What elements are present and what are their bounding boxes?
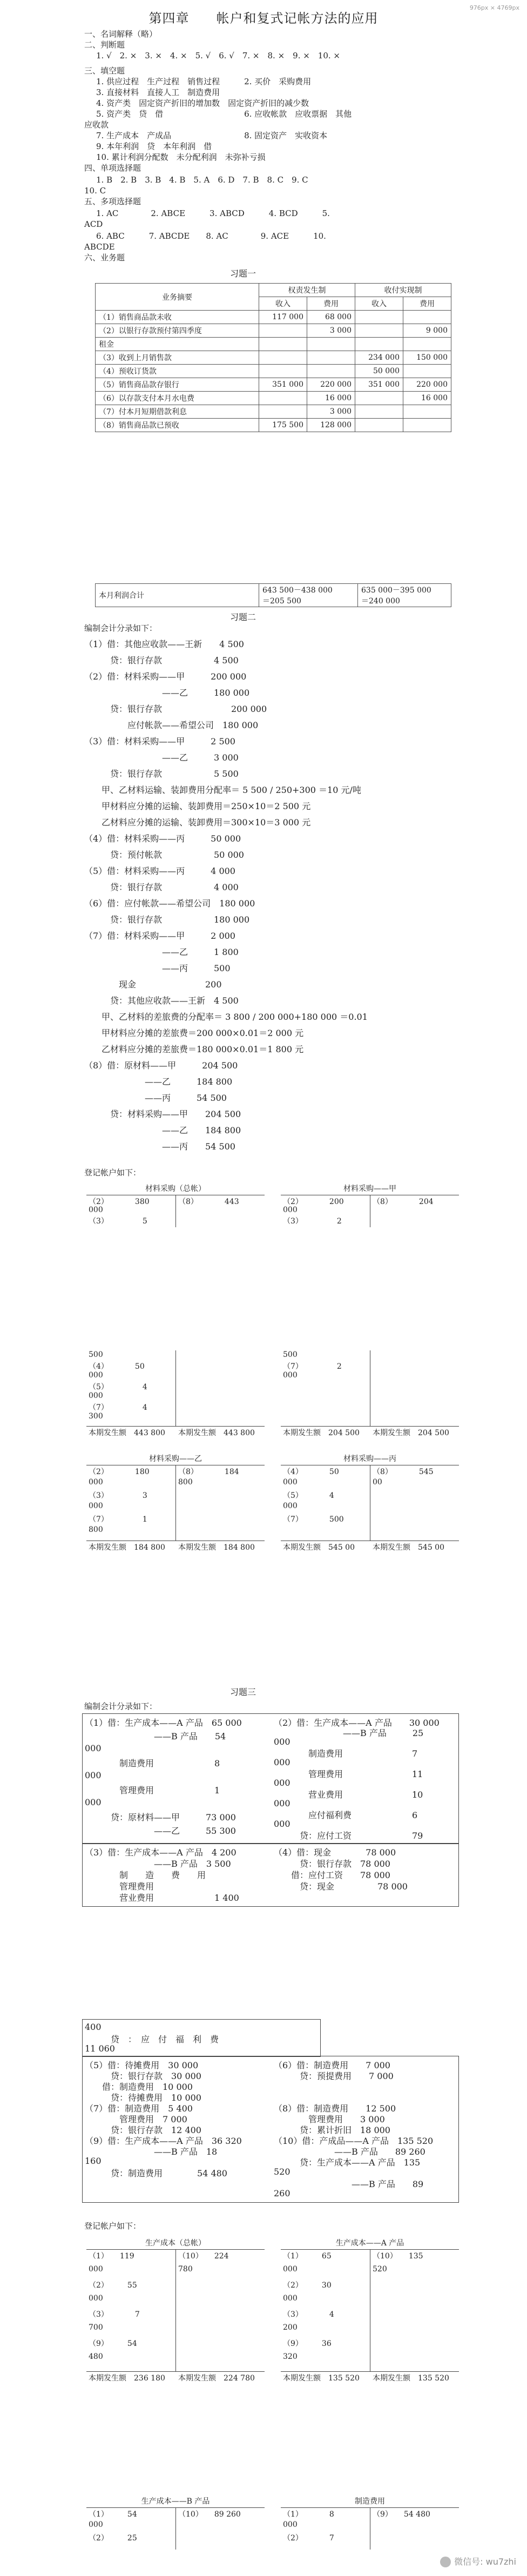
cell: 351 000: [355, 378, 403, 392]
line-text: （3） 2: [283, 1217, 342, 1226]
period-total-credit: 本期发生额 545 00: [373, 1543, 444, 1552]
cell: [307, 365, 355, 378]
line-text: 000: [89, 1391, 103, 1400]
table-row: [96, 419, 451, 432]
line-text: 000: [274, 1737, 290, 1747]
line-text: 300: [89, 1412, 103, 1421]
line-text: （1）借：其他应收款——王新 4 500: [84, 639, 244, 649]
line-text: 甲、乙材料的差旅费的分配率＝ 3 800 / 200 000+180 000 ＝0.01: [84, 1012, 368, 1022]
fill-answer: 7. 生产成本 产成品 8. 固定资产 实收资本: [96, 131, 328, 140]
line-text: 000: [274, 1757, 290, 1767]
cell: 9 000: [403, 324, 451, 338]
line-text: 制造费用 7: [274, 1748, 418, 1759]
line-text: （3） 5: [89, 1217, 147, 1226]
line-text: 贷：银行存款 4 000: [84, 882, 239, 892]
line-text: 贷：银行存款 5 500: [84, 769, 239, 779]
cell: 50 000: [355, 365, 403, 378]
period-total-debit: 本期发生额 443 800: [89, 1429, 165, 1437]
line-text: 贷：预提费用 7 000: [274, 2071, 394, 2081]
line-text: （6）借：应付帐款——希望公司 180 000: [84, 898, 255, 909]
line-text: 甲材料应分摊的运输、装卸费用＝250×10＝2 500 元: [84, 801, 311, 811]
table-row: [96, 338, 451, 351]
cell: 3 000: [307, 324, 355, 338]
cell: [355, 419, 403, 432]
cell: 16 000: [307, 392, 355, 405]
t-account-production-a: [281, 2237, 459, 2383]
line-text: 营业费用 10: [274, 1790, 423, 1800]
line-text: 贷：累计折旧 18 000: [274, 2125, 390, 2135]
cell: [259, 351, 307, 365]
line-text: （7） 1: [89, 1515, 147, 1524]
t-account-jia-continued: [281, 1350, 459, 1442]
line-text: （1） 54: [89, 2510, 137, 2519]
line-text: 贷：预付帐款 50 000: [84, 850, 244, 860]
t-account-bing: [281, 1453, 459, 1561]
fill-answer: 应收款: [84, 120, 109, 130]
line-text: （9） 54: [89, 2339, 137, 2348]
cell: （1）销售商品款未收: [96, 311, 259, 324]
line-text: （7） 500: [283, 1515, 344, 1524]
line-text: ——丙 54 500: [84, 1141, 235, 1152]
line-text: ——丙 500: [84, 963, 231, 973]
line-text: （3） 4: [283, 2310, 334, 2319]
line-text: （2） 380: [89, 1198, 150, 1206]
line-text: （7） 2: [283, 1362, 342, 1371]
line-text: 520: [274, 2167, 290, 2177]
line-text: （4）借：现金 78 000: [274, 1847, 396, 1858]
t-account-total-continued: [86, 1350, 265, 1442]
exercise-3-continued: [82, 2019, 321, 2057]
t-account-title: 材料采购（总帐）: [145, 1185, 206, 1193]
t-account-production-total: [86, 2237, 265, 2383]
line-text: （2） 7: [283, 2534, 334, 2543]
line-text: 520: [373, 2265, 387, 2274]
line-text: 000: [274, 1778, 290, 1788]
fill-answer: 3. 直接材料 直接人工 制造费用: [96, 88, 220, 97]
section-heading: 二、判断题: [84, 40, 125, 50]
fill-answer: 4. 资产类 固定资产折旧的增加数 固定资产折旧的减少数: [96, 98, 309, 108]
line-text: 制造费用 8: [85, 1758, 220, 1768]
line-text: 管理费用: [85, 1881, 154, 1892]
section-heading: 六、业务题: [84, 253, 125, 263]
ledger-intro-2: 登记帐户如下：: [84, 2221, 141, 2231]
line-text: （3）借：生产成本——A 产品 4 200: [85, 1847, 237, 1858]
table-row: [96, 405, 451, 419]
ledger-intro: 登记帐户如下：: [84, 1168, 141, 1178]
line-text: （2） 180: [89, 1468, 150, 1476]
header-expense: 费用: [403, 297, 451, 311]
period-total-credit: 本期发生额 135 520: [373, 2374, 449, 2383]
multi-answers: 1. AC 2. ABCE 3. ABCD 4. BCD 5.: [96, 208, 330, 218]
line-text: 应付福利费 6: [274, 1810, 418, 1820]
line-text: 应付帐款——希望公司 180 000: [84, 720, 259, 730]
line-text: 320: [283, 2352, 298, 2361]
t-account-title: 制造费用: [355, 2497, 385, 2506]
line-text: ——乙 184 800: [84, 1077, 233, 1087]
line-text: （6）借：制造费用 7 000: [274, 2060, 390, 2070]
period-total-debit: 本期发生额 545 00: [283, 1543, 355, 1552]
header-expense: 费用: [307, 297, 355, 311]
cell: 351 000: [259, 378, 307, 392]
fill-answer: 9. 本年利润 贷 本年利润 借: [96, 142, 212, 151]
line-text: 借：制造费用 10 000: [85, 2082, 193, 2092]
line-text: （7） 4: [89, 1403, 147, 1412]
total-accrual: 643 500－438 000 ＝205 500: [259, 584, 358, 607]
cell: （2）以银行存款预付第四季度: [96, 324, 259, 338]
cell: [307, 338, 355, 351]
line-text: 贷：其他应收款——王新 4 500: [84, 996, 239, 1006]
fill-answer: 1. 供应过程 生产过程 销售过程 2. 买价 采购费用: [96, 77, 312, 86]
t-account-title: 材料采购——乙: [149, 1455, 202, 1463]
fill-answer: 10. 累计利润分配数 未分配利润 未弥补亏损: [96, 152, 266, 162]
t-account-title: 生产成本——B 产品: [141, 2497, 210, 2506]
cell: [259, 365, 307, 378]
line-text: 000: [89, 1371, 103, 1380]
exercise-3-entries-1-2: [82, 1713, 459, 1844]
line-text: （9） 54 480: [373, 2510, 430, 2519]
line-text: 贷：制造费用 54 480: [85, 2168, 227, 2178]
line-text: 000: [283, 2265, 298, 2274]
watermark: [440, 2555, 516, 2568]
line-text: （8）借：原材料——甲 204 500: [84, 1060, 238, 1071]
t-account-overhead: [281, 2496, 459, 2550]
line-text: 贷：原材料——甲 73 000: [85, 1812, 236, 1822]
line-text: 借：应付工资 78 000: [274, 1870, 390, 1880]
line-text: 000: [89, 2294, 103, 2303]
line-text: 000: [85, 1743, 102, 1753]
line-text: （8）借：制造费用 12 500: [274, 2103, 396, 2114]
wechat-icon: [440, 2557, 451, 2567]
cell: （3）收到上月销售款: [96, 351, 259, 365]
line-text: 贷：银行存款 200 000: [84, 704, 267, 714]
cell: [259, 338, 307, 351]
cell: 117 000: [259, 311, 307, 324]
exercise-1-total-table: [95, 583, 451, 607]
exercise-3-intro: 编制会计分录如下：: [84, 1701, 158, 1711]
exercise-3-title: 习题三: [230, 1687, 256, 1697]
line-text: （1） 119: [89, 2252, 134, 2261]
line-text: （3） 7: [89, 2310, 140, 2319]
cell: 175 500: [259, 419, 307, 432]
period-total-credit: 本期发生额 443 800: [178, 1429, 255, 1437]
line-text: 贷 ： 应 付 福 利 费: [85, 2034, 219, 2044]
judge-answers: 1. √ 2. × 3. × 4. × 5. √ 6. √ 7. × 8. × 9. × 10. ×: [96, 51, 340, 60]
cell: [355, 392, 403, 405]
line-text: （8） 204: [373, 1198, 434, 1206]
section-heading: 三、填空题: [84, 66, 125, 76]
line-text: ——乙 1 800: [84, 947, 239, 957]
line-text: （8） 545: [373, 1468, 434, 1476]
line-text: 管理费用 7 000: [85, 2114, 187, 2124]
t-account-title: 生产成本——A 产品: [335, 2239, 404, 2248]
line-text: （3） 3: [89, 1491, 147, 1500]
line-text: 营业费用 1 400: [85, 1893, 239, 1903]
table-row: [96, 378, 451, 392]
cell: 128 000: [307, 419, 355, 432]
line-text: （2） 30: [283, 2281, 332, 2290]
fill-answer: 5. 资产类 贷 借 6. 应收帐款 应收票据 其他: [96, 109, 352, 119]
cell: 220 000: [403, 378, 451, 392]
cell: [355, 324, 403, 338]
line-text: （9）借：生产成本——A 产品 36 320: [85, 2136, 242, 2146]
table-row: [96, 365, 451, 378]
line-text: 500: [283, 1350, 298, 1359]
single-answers: 10. C: [84, 186, 106, 196]
line-text: （8） 184: [178, 1468, 239, 1476]
line-text: （4） 50: [89, 1362, 145, 1371]
line-text: 00: [373, 1478, 382, 1487]
multi-answers: ACD: [84, 219, 103, 229]
cell: [355, 405, 403, 419]
period-total-debit: 本期发生额 204 500: [283, 1429, 360, 1437]
exercise-2-title: 习题二: [230, 612, 256, 622]
line-text: 000: [283, 1478, 298, 1487]
section-heading: 一、名词解释（略）: [84, 29, 158, 39]
line-text: （2） 200: [283, 1198, 344, 1206]
cell: （4）预收订货款: [96, 365, 259, 378]
header-accrual: 权责发生制: [259, 284, 355, 297]
line-text: （2） 55: [89, 2281, 137, 2290]
exercise-3-entries-3-4: [82, 1843, 459, 1907]
t-account-jia: [281, 1183, 459, 1226]
line-text: ——乙 55 300: [85, 1826, 236, 1836]
cell: 16 000: [403, 392, 451, 405]
line-text: 000: [89, 2265, 103, 2274]
line-text: 贷：应付工资 79: [274, 1831, 423, 1841]
line-text: 贷：材料采购——甲 204 500: [84, 1109, 241, 1119]
line-text: 780: [178, 2265, 193, 2274]
line-text: 000: [283, 2520, 298, 2529]
line-text: （5）借：待摊费用 30 000: [85, 2060, 199, 2070]
line-text: （10）借：产成品——A 产品 135 520: [274, 2136, 434, 2146]
line-text: 000: [283, 1502, 298, 1510]
line-text: （1） 65: [283, 2252, 332, 2261]
line-text: 贷：生产成本——A 产品 135: [274, 2157, 421, 2168]
cell: [403, 365, 451, 378]
exercise-2-intro: 编制会计分录如下：: [84, 623, 158, 633]
line-text: ——乙 184 800: [84, 1125, 241, 1135]
cell: 3 000: [307, 405, 355, 419]
exercise-1-title: 习题一: [230, 268, 256, 279]
image-dimensions: 976px × 4769px: [469, 4, 519, 11]
cell: [259, 392, 307, 405]
multi-answers: ABCDE: [84, 242, 115, 252]
line-text: ——乙 3 000: [84, 752, 239, 763]
total-label: 本月利润合计: [96, 584, 259, 607]
cell: [355, 338, 403, 351]
cell: （6）以存款支付本月水电费: [96, 392, 259, 405]
line-text: ——B 产品 18: [85, 2147, 218, 2157]
line-text: 贷：银行存款 180 000: [84, 914, 250, 925]
line-text: 200: [283, 2323, 298, 2332]
line-text: （2） 25: [89, 2534, 137, 2543]
cell: 220 000: [307, 378, 355, 392]
t-account-title: 材料采购——丙: [343, 1455, 396, 1463]
t-account-production-b: [86, 2496, 265, 2550]
section-heading: 五、多项选择题: [84, 197, 141, 206]
line-text: （1） 8: [283, 2510, 334, 2519]
period-total-credit: 本期发生额 204 500: [373, 1429, 449, 1437]
cell: 租金: [96, 338, 259, 351]
line-text: 500: [89, 1350, 103, 1359]
line-text: 甲、乙材料运输、装卸费用分配率＝ 5 500 / 250+300 ＝10 元/吨: [84, 785, 361, 795]
period-total-credit: 本期发生额 224 780: [178, 2374, 255, 2383]
line-text: ——B 产品 89 260: [274, 2147, 425, 2157]
line-text: 贷：待摊费用 10 000: [85, 2093, 201, 2103]
cell: [355, 311, 403, 324]
line-text: 000: [89, 1206, 103, 1214]
cell: [403, 338, 451, 351]
line-text: 000: [89, 1502, 103, 1510]
line-text: 管理费用 3 000: [274, 2114, 385, 2124]
line-text: 800: [89, 1525, 103, 1534]
line-text: 贷：银行存款 78 000: [274, 1859, 390, 1869]
line-text: ——B 产品 54: [85, 1731, 226, 1741]
line-text: 贷：银行存款 30 000: [85, 2071, 201, 2081]
table-row: [96, 392, 451, 405]
line-text: 贷：银行存款 4 500: [84, 655, 239, 665]
line-text: 000: [85, 1797, 102, 1807]
total-cash: 635 000－395 000 ＝240 000: [358, 584, 451, 607]
line-text: （1）借：生产成本——A 产品 65 000: [85, 1718, 242, 1728]
line-text: 贷：银行存款 12 400: [85, 2125, 201, 2135]
line-text: （2）借：材料采购——甲 200 000: [84, 671, 247, 682]
cell: [259, 405, 307, 419]
cell: [403, 419, 451, 432]
line-text: 400: [85, 2022, 102, 2032]
line-text: （5） 4: [89, 1383, 147, 1391]
line-text: 甲材料应分摊的差旅费＝200 000×0.01＝2 000 元: [84, 1028, 304, 1038]
line-text: 现金 200: [84, 979, 222, 990]
t-account-yi: [86, 1453, 265, 1561]
line-text: 11 060: [85, 2043, 115, 2054]
line-text: （4） 50: [283, 1468, 339, 1476]
line-text: （2）借：生产成本——A 产品 30 000: [274, 1718, 440, 1728]
line-text: 800: [178, 1478, 193, 1487]
line-text: （10） 135: [373, 2252, 423, 2261]
table-row: [96, 311, 451, 324]
header-summary: 业务摘要: [96, 284, 259, 311]
single-answers: 1. B 2. B 3. B 4. B 5. A 6. D 7. B 8. C 9. C: [96, 175, 308, 185]
cell: [403, 311, 451, 324]
t-account-title: 材料采购——甲: [343, 1185, 396, 1193]
line-text: 260: [274, 2188, 290, 2198]
exercise-1-table: [95, 283, 451, 432]
exercise-3-entries-5-10: [82, 2056, 459, 2203]
period-total-debit: 本期发生额 236 180: [89, 2374, 165, 2383]
period-total-debit: 本期发生额 135 520: [283, 2374, 360, 2383]
line-text: （3）借：材料采购——甲 2 500: [84, 736, 235, 746]
line-text: 乙材料应分摊的差旅费＝180 000×0.01＝1 800 元: [84, 1044, 304, 1054]
line-text: 000: [274, 1798, 290, 1808]
cell: （7）付本月短期借款利息: [96, 405, 259, 419]
line-text: 贷：现金 78 000: [274, 1881, 408, 1892]
cell: [307, 351, 355, 365]
line-text: ——乙 180 000: [84, 688, 250, 698]
line-text: 000: [274, 1819, 290, 1829]
line-text: （7）借：材料采购——甲 2 000: [84, 931, 235, 941]
line-text: ——B 产品 89: [274, 2179, 424, 2189]
t-account-title: 生产成本（总帐）: [145, 2239, 206, 2248]
line-text: 000: [283, 1206, 298, 1214]
line-text: 乙材料应分摊的运输、装卸费用＝300×10＝3 000 元: [84, 817, 311, 828]
line-text: 700: [89, 2323, 103, 2332]
line-text: （5） 4: [283, 1491, 334, 1500]
line-text: 160: [85, 2156, 102, 2166]
header-cash: 收付实现制: [355, 284, 451, 297]
line-text: （4）借：材料采购——丙 50 000: [84, 833, 241, 844]
watermark-text: 微信号: wu7zhi: [454, 2556, 516, 2567]
period-total-credit: 本期发生额 184 800: [178, 1543, 255, 1552]
line-text: （10） 89 260: [178, 2510, 241, 2519]
line-text: 000: [283, 1371, 298, 1380]
chapter-title: 第四章 帐户和复式记帐方法的应用: [148, 11, 379, 26]
table-row: [96, 324, 451, 338]
line-text: （10） 224: [178, 2252, 229, 2261]
line-text: （8） 443: [178, 1198, 239, 1206]
line-text: ——B 产品 3 500: [85, 1859, 231, 1869]
line-text: ——丙 54 500: [84, 1093, 227, 1103]
line-text: 制 造 费 用: [85, 1870, 206, 1880]
line-text: （7）借：制造费用 5 400: [85, 2103, 193, 2114]
header-income: 收入: [259, 297, 307, 311]
cell: [259, 324, 307, 338]
cell: （8）销售商品款已预收: [96, 419, 259, 432]
cell: 68 000: [307, 311, 355, 324]
cell: 150 000: [403, 351, 451, 365]
line-text: （5）借：材料采购——丙 4 000: [84, 866, 235, 876]
header-income: 收入: [355, 297, 403, 311]
cell: （5）销售商品款存银行: [96, 378, 259, 392]
line-text: 000: [85, 1770, 102, 1780]
line-text: 000: [89, 2520, 103, 2529]
cell: [403, 405, 451, 419]
line-text: ——B 产品 25: [274, 1728, 424, 1738]
section-heading: 四、单项选择题: [84, 163, 141, 173]
line-text: （9） 36: [283, 2339, 332, 2348]
line-text: 480: [89, 2352, 103, 2361]
line-text: 管理费用 11: [274, 1769, 423, 1779]
cell: 234 000: [355, 351, 403, 365]
line-text: 管理费用 1: [85, 1785, 220, 1795]
line-text: 000: [283, 2294, 298, 2303]
table-row: [96, 351, 451, 365]
multi-answers: 6. ABC 7. ABCDE 8. AC 9. ACE 10.: [96, 231, 326, 241]
period-total-debit: 本期发生额 184 800: [89, 1543, 165, 1552]
line-text: 000: [89, 1478, 103, 1487]
t-account-total: [86, 1183, 265, 1226]
